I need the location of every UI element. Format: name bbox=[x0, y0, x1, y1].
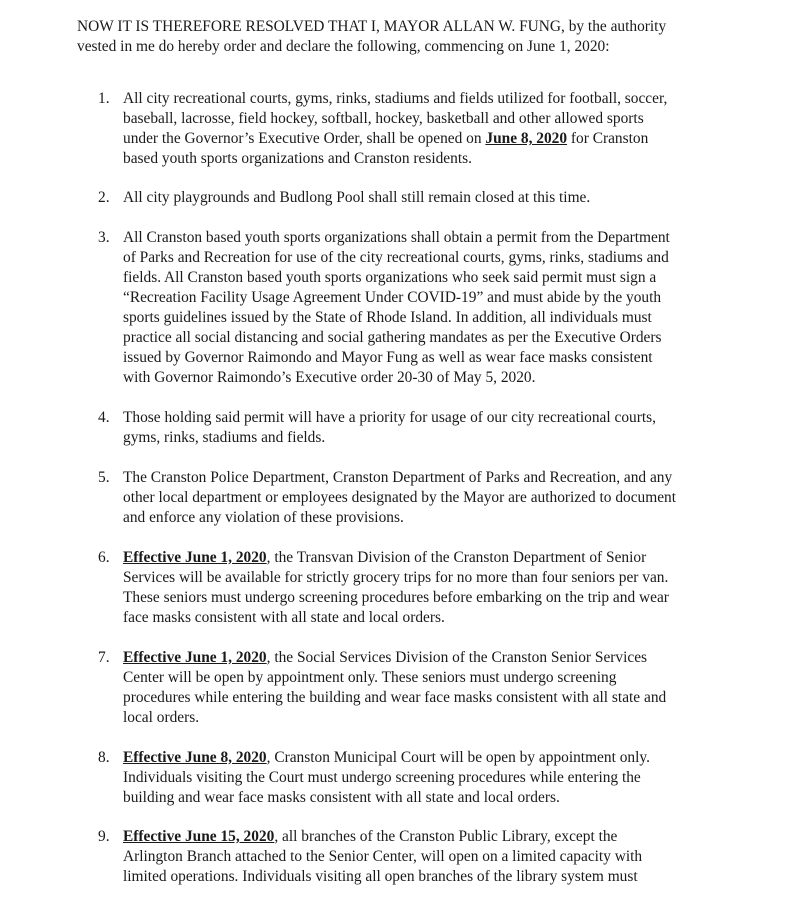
highlighted-date: Effective June 8, 2020 bbox=[123, 749, 267, 766]
item-text bbox=[123, 548, 703, 628]
item-line: face masks consistent with all state and local orders. bbox=[123, 609, 445, 626]
highlighted-date: Effective June 1, 2020 bbox=[123, 649, 267, 666]
item-line-text: , Cranston Municipal Court will be open by appointment only. bbox=[266, 749, 650, 766]
item-line-text: for Cranston bbox=[567, 130, 649, 147]
item-text bbox=[123, 648, 703, 728]
item-line-text: under the Governor’s Executive Order, shall be opened on bbox=[123, 130, 486, 147]
item-line bbox=[123, 748, 703, 768]
item-text bbox=[123, 228, 703, 388]
item-line-text: , the Transvan Division of the Cranston Department of Senior bbox=[266, 549, 647, 566]
item-number: 5. bbox=[98, 469, 110, 486]
item-line: Center will be open by appointment only. These seniors must undergo screening bbox=[123, 669, 617, 686]
item-line: Services will be available for strictly grocery trips for no more than four seniors per van. bbox=[123, 569, 669, 586]
item-line: Individuals visiting the Court must undergo screening procedures while entering the bbox=[123, 769, 641, 786]
item-line: practice all social distancing and social gathering mandates as per the Executive Orders bbox=[123, 329, 662, 346]
item-line: All Cranston based youth sports organizations shall obtain a permit from the Department bbox=[123, 229, 670, 246]
item-line: All city playgrounds and Budlong Pool shall still remain closed at this time. bbox=[123, 189, 591, 206]
intro-line: vested in me do hereby order and declare the following, commencing on June 1, 2020: bbox=[77, 38, 610, 55]
item-line: Those holding said permit will have a priority for usage of our city recreational courts, bbox=[123, 409, 656, 426]
item-text bbox=[123, 89, 703, 169]
item-line: gyms, rinks, stadiums and fields. bbox=[123, 429, 326, 446]
item-line: The Cranston Police Department, Cranston Department of Parks and Recreation, and any bbox=[123, 469, 673, 486]
item-line: Arlington Branch attached to the Senior Center, will open on a limited capacity with bbox=[123, 848, 643, 865]
item-number: 4. bbox=[98, 409, 110, 426]
item-line: sports guidelines issued by the State of Rhode Island. In addition, all individuals must bbox=[123, 309, 652, 326]
item-line: “Recreation Facility Usage Agreement Under COVID-19” and must abide by the youth bbox=[123, 289, 662, 306]
item-number: 3. bbox=[98, 229, 110, 246]
highlighted-date: Effective June 15, 2020 bbox=[123, 828, 275, 845]
item-number: 6. bbox=[98, 549, 110, 566]
item-text bbox=[123, 827, 703, 887]
item-number: 1. bbox=[98, 90, 110, 107]
item-line bbox=[123, 648, 703, 668]
intro-paragraph bbox=[77, 17, 717, 57]
item-line: All city recreational courts, gyms, rinks, stadiums and fields utilized for football, soccer, bbox=[123, 90, 668, 107]
item-line: of Parks and Recreation for use of the city recreational courts, gyms, rinks, stadiums and bbox=[123, 249, 669, 266]
item-text bbox=[123, 188, 703, 208]
item-line: issued by Governor Raimondo and Mayor Fung as well as wear face masks consistent bbox=[123, 349, 653, 366]
highlighted-date: June 8, 2020 bbox=[485, 130, 568, 147]
item-line: and enforce any violation of these provisions. bbox=[123, 509, 404, 526]
item-line: based youth sports organizations and Cranston residents. bbox=[123, 150, 472, 167]
item-line: baseball, lacrosse, field hockey, softball, hockey, basketball and other allowed sports bbox=[123, 110, 644, 127]
item-line-text: , the Social Services Division of the Cranston Senior Services bbox=[266, 649, 648, 666]
item-line: other local department or employees designated by the Mayor are authorized to document bbox=[123, 489, 677, 506]
item-number: 7. bbox=[98, 649, 110, 666]
highlighted-date: Effective June 1, 2020 bbox=[123, 549, 267, 566]
item-text bbox=[123, 748, 703, 808]
item-number: 8. bbox=[98, 749, 110, 766]
item-text bbox=[123, 408, 703, 448]
item-number: 2. bbox=[98, 189, 110, 206]
item-line: with Governor Raimondo’s Executive order 20-30 of May 5, 2020. bbox=[123, 369, 536, 386]
item-line: These seniors must undergo screening procedures before embarking on the trip and wear bbox=[123, 589, 669, 606]
item-line bbox=[123, 827, 703, 847]
item-text bbox=[123, 468, 703, 528]
item-number: 9. bbox=[98, 828, 110, 845]
item-line: fields. All Cranston based youth sports organizations who seek said permit must sign a bbox=[123, 269, 657, 286]
item-line: building and wear face masks consistent with all state and local orders. bbox=[123, 789, 560, 806]
item-line: local orders. bbox=[123, 709, 200, 726]
item-line: limited operations. Individuals visiting all open branches of the library system must bbox=[123, 868, 638, 885]
item-line bbox=[123, 548, 703, 568]
intro-line: NOW IT IS THEREFORE RESOLVED THAT I, MAYOR ALLAN W. FUNG, by the authority bbox=[77, 18, 667, 35]
item-line-text: , all branches of the Cranston Public Library, except the bbox=[274, 828, 618, 845]
item-line: procedures while entering the building and wear face masks consistent with all state and bbox=[123, 689, 667, 706]
item-line bbox=[123, 129, 703, 149]
